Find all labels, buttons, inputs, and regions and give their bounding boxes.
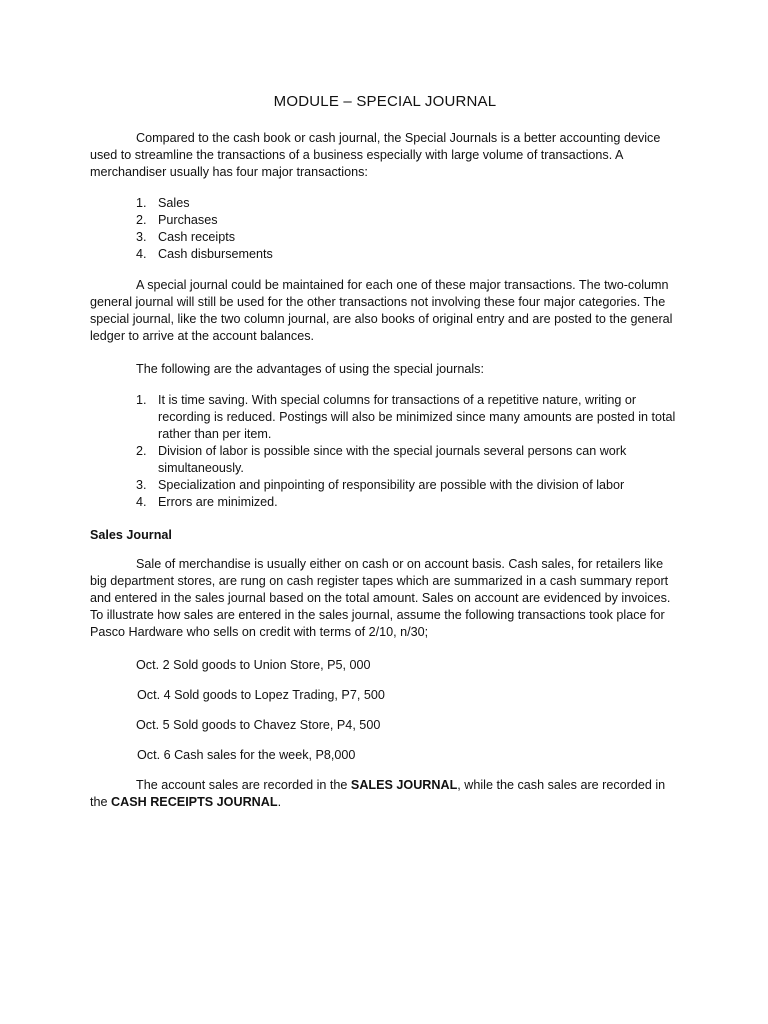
list-item-text: Specialization and pinpointing of responsibility are possible with the division of labor bbox=[158, 478, 625, 492]
list-number: 2. bbox=[136, 444, 147, 458]
closing-paragraph bbox=[90, 777, 680, 811]
list-number: 1. bbox=[136, 196, 147, 210]
special-journal-paragraph: A special journal could be maintained for each one of these major transactions. The two-column general journal will still be used for the other transactions not involving these four major categories. The special journal, like the two column journal, are also books of original entry and are posted to the general ledger to arrive at the account balances. bbox=[90, 278, 673, 343]
advantages-intro: The following are the advantages of using the special journals: bbox=[136, 362, 484, 376]
intro-paragraph: Compared to the cash book or cash journal, the Special Journals is a better accounting device used to streamline the transactions of a business especially with large volume of transactions. A merchandiser usually has four major transactions: bbox=[90, 131, 661, 179]
list-number: 3. bbox=[136, 230, 147, 244]
list-item bbox=[136, 246, 680, 263]
list-number: 1. bbox=[136, 393, 147, 407]
list-item bbox=[136, 443, 680, 477]
sales-journal-emphasis: SALES JOURNAL bbox=[350, 778, 458, 792]
list-number: 3. bbox=[136, 478, 147, 492]
list-number: 4. bbox=[136, 495, 147, 509]
major-transactions-list bbox=[90, 195, 680, 263]
sales-journal-heading: Sales Journal bbox=[90, 528, 172, 542]
list-item-text: Cash disbursements bbox=[158, 247, 273, 261]
cash-receipts-journal-emphasis: CASH RECEIPTS JOURNAL bbox=[111, 795, 278, 809]
list-item bbox=[136, 229, 680, 246]
list-item bbox=[136, 195, 680, 212]
transaction-line: Oct. 5 Sold goods to Chavez Store, P4, 500 bbox=[136, 718, 381, 732]
advantages-list bbox=[90, 392, 680, 511]
closing-text-1: The account sales are recorded in the bbox=[136, 778, 351, 792]
list-item-text: Errors are minimized. bbox=[158, 495, 278, 509]
document-page bbox=[90, 92, 680, 811]
transaction-line: Oct. 6 Cash sales for the week, P8,000 bbox=[137, 748, 356, 762]
list-item bbox=[136, 212, 680, 229]
list-item bbox=[136, 477, 680, 494]
list-number: 2. bbox=[136, 213, 147, 227]
list-item-text: Division of labor is possible since with the special journals several persons can work simultaneously. bbox=[158, 444, 627, 475]
list-item-text: Sales bbox=[158, 196, 190, 210]
page-title: MODULE – SPECIAL JOURNAL bbox=[273, 93, 497, 110]
list-item-text: It is time saving. With special columns for transactions of a repetitive nature, writing or recording is reduced. Postings will also be minimized since many amounts are posted in total rather than per item. bbox=[158, 393, 676, 441]
transaction-line: Oct. 2 Sold goods to Union Store, P5, 000 bbox=[136, 658, 371, 672]
list-item-text: Cash receipts bbox=[158, 230, 235, 244]
sales-journal-paragraph: Sale of merchandise is usually either on cash or on account basis. Cash sales, for retailers like big department stores, are rung on cash register tapes which are summarized in a cash summary report and entered in the sales journal based on the total amount. Sales on account are evidenced by invoices. To illustrate how sales are entered in the sales journal, assume the following transactions took place for Pasco Hardware who sells on credit with terms of 2/10, n/30; bbox=[90, 557, 671, 639]
list-item bbox=[136, 494, 680, 511]
list-number: 4. bbox=[136, 247, 147, 261]
closing-text-3: . bbox=[277, 795, 282, 809]
list-item-text: Purchases bbox=[158, 213, 218, 227]
list-item bbox=[136, 392, 680, 443]
transaction-line: Oct. 4 Sold goods to Lopez Trading, P7, 500 bbox=[137, 688, 385, 702]
closing-text-2: , while the cash sales are recorded in the bbox=[90, 778, 666, 809]
